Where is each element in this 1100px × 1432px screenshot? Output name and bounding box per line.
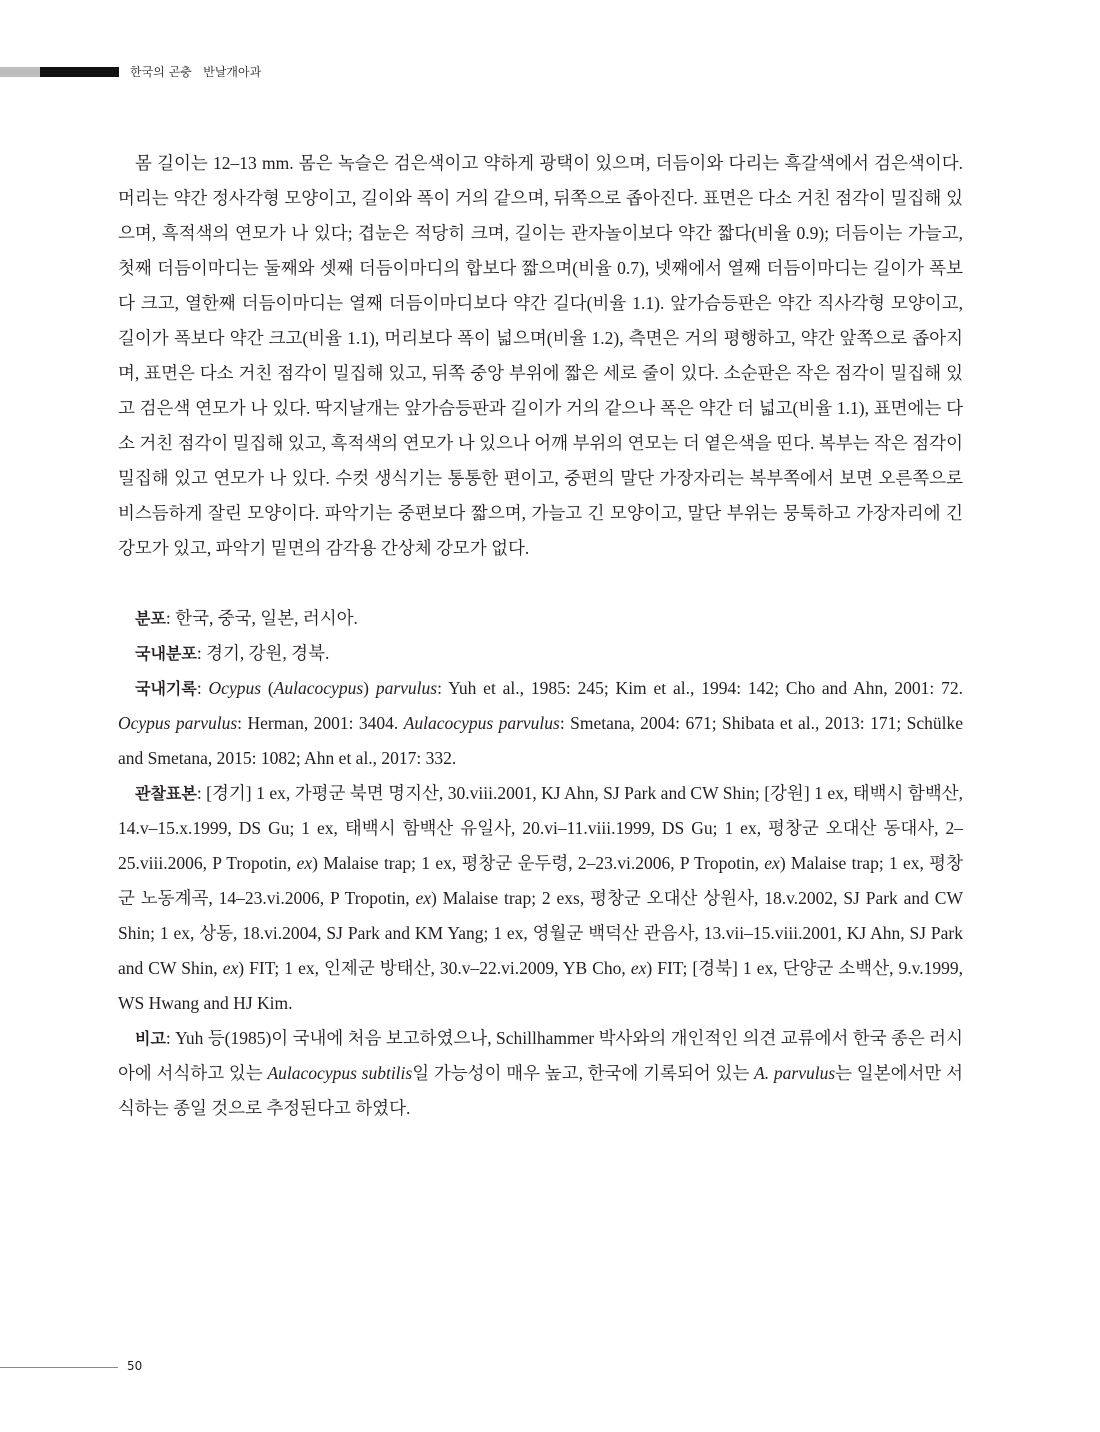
- remarks-paragraph: [118, 1021, 963, 1126]
- ex-italic: ex: [630, 958, 647, 978]
- specimens-text: ) FIT; [경북] 1 ex, 단양군 소백산, 9.v.1999, WS Hwang and HJ Kim.: [118, 958, 963, 1013]
- records-text: : Herman, 2001: 3404.: [237, 713, 404, 733]
- ex-italic: ex: [415, 888, 432, 908]
- domestic-records-paragraph: [118, 671, 963, 776]
- distribution-label: 분포: [135, 609, 166, 628]
- remarks-text: 일 가능성이 매우 높고, 한국에 기록되어 있는: [412, 1063, 755, 1083]
- distribution-text: : 한국, 중국, 일본, 러시아.: [165, 608, 358, 628]
- remarks-text: 는 일본에서만 서식하는 종일 것으로 추정된다고 하였다.: [118, 1063, 963, 1118]
- taxon-name: Aulacocypus subtilis: [267, 1063, 413, 1083]
- description-paragraph: 몸 길이는 12–13 mm. 몸은 녹슬은 검은색이고 약하게 광택이 있으며, 더듬이와 다리는 흑갈색에서 검은색이다. 머리는 약간 정사각형 모양이고, 길이와 폭이 거의 같으며, 뒤쪽으로 좁아진다. 표면은 다소 거친 점각이 밀집해 있으며, 흑적색의 연모가 나 있다; 겹눈은 적당히 크며, 길이는 관자놀이보다 약간 짧다(비율 0.9); 더듬이는 가늘고, 첫째 더듬이마디는 둘째와 셋째 더듬이마디의 합보다 짧으며(비율 0.7), 넷째에서 열째 더듬이마디는 길이가 폭보다 크고, 열한째 더듬이마디는 열째 더듬이마디보다 약간 길다(비율 1.1). 앞가슴등판은 약간 직사각형 모양이고, 길이가 폭보다 약간 크고(비율 1.1), 머리보다 폭이 넓으며(비율 1.2), 측면은 거의 평행하고, 약간 앞쪽으로 좁아지며, 표면은 다소 거친 점각이 밀집해 있고, 뒤쪽 중앙 부위에 짧은 세로 줄이 있다. 소순판은 작은 점각이 밀집해 있고 검은색 연모가 나 있다. 딱지날개는 앞가슴등판과 길이가 거의 같으나 폭은 약간 더 넓고(비율 1.1), 표면에는 다소 거친 점각이 밀집해 있고, 흑적색의 연모가 나 있으나 어깨 부위의 연모는 더 옅은색을 띤다. 복부는 작은 점각이 밀집해 있고 연모가 나 있다. 수컷 생식기는 통통한 편이고, 중편의 말단 가장자리는 복부쪽에서 보면 오른쪽으로 비스듬하게 잘린 모양이다. 파악기는 중편보다 짧으며, 가늘고 긴 모양이고, 말단 부위는 뭉툭하고 가장자리에 긴 강모가 있고, 파악기 밑면의 감각용 간상체 강모가 없다.: [118, 153, 963, 558]
- specimens-text: ) FIT; 1 ex, 인제군 방태산, 30.v–22.vi.2009, YB Cho,: [238, 958, 631, 978]
- distribution-paragraph: [118, 601, 963, 636]
- domestic-distribution-text: : 경기, 강원, 경북.: [196, 643, 330, 663]
- running-header: [130, 63, 261, 81]
- page-number: 50: [127, 1359, 143, 1373]
- header-bar-gray: [0, 67, 40, 77]
- main-text: [118, 146, 963, 1126]
- domestic-distribution-label: 국내분포: [135, 644, 197, 663]
- taxon-name: Aulacocypus: [273, 678, 364, 698]
- domestic-records-label: 국내기록: [135, 679, 197, 698]
- section-title: 반날개아과: [203, 65, 262, 79]
- remarks-text: : Yuh 등(1985)이 국내에 처음 보고하였으나, Schillhammer 박사와의 개인적인 의견 교류에서 한국 종은 러시아에 서식하고 있는: [118, 1028, 963, 1083]
- taxon-name: A. parvulus: [754, 1063, 836, 1083]
- domestic-distribution-paragraph: [118, 636, 963, 671]
- taxon-name: Ocypus parvulus: [118, 713, 238, 733]
- records-text: : Smetana, 2004: 671; Shibata et al., 2013: 171; Schülke and Smetana, 2015: 1082; Ahn et al., 2017: 332.: [118, 713, 964, 768]
- specimens-text: ) Malaise trap; 2 exs, 평창군 오대산 상원사, 18.v.2002, SJ Park and CW Shin; 1 ex, 상동, 18.vi.2004, SJ Park and KM Yang; 1 ex, 영월군 백덕산 관음사, 13.vii–15.viii.2001, KJ Ahn, SJ Park and CW Shin,: [118, 888, 963, 978]
- taxon-name: Aulacocypus parvulus: [403, 713, 560, 733]
- book-title: 한국의 곤충: [130, 65, 192, 79]
- ex-italic: ex: [764, 853, 780, 873]
- specimens-paragraph: [118, 776, 963, 1021]
- footer-rule: [0, 1367, 118, 1368]
- header-bar-black: [40, 67, 119, 77]
- specimens-text: ) Malaise trap; 1 ex, 평창군 운두령, 2–23.vi.2006, P Tropotin,: [312, 853, 765, 873]
- records-paren-open: (: [261, 678, 274, 698]
- records-separator: :: [196, 678, 209, 698]
- remarks-label: 비고: [135, 1029, 166, 1048]
- specimens-label: 관찰표본: [135, 784, 197, 803]
- records-text: : Yuh et al., 1985: 245; Kim et al., 1994: 142; Cho and Ahn, 2001: 72.: [437, 678, 964, 698]
- records-paren-close: ): [363, 678, 376, 698]
- ex-italic: ex: [296, 853, 313, 873]
- specimens-text: ) Malaise trap; 1 ex, 평창군 노동계곡, 14–23.vi.2006, P Tropotin,: [118, 853, 963, 908]
- ex-italic: ex: [222, 958, 239, 978]
- specimens-text: : [경기] 1 ex, 가평군 북면 명지산, 30.viii.2001, KJ Ahn, SJ Park and CW Shin; [강원] 1 ex, 태백시 함백산, 14.v–15.x.1999, DS Gu; 1 ex, 태백시 함백산 유일사, 20.vi–11.viii.1999, DS Gu; 1 ex, 평창군 오대산 동대사, 2–25.viii.2006, P Tropotin,: [118, 783, 963, 873]
- paragraph-gap: [118, 566, 963, 601]
- taxon-name: Ocypus: [208, 678, 262, 698]
- taxon-name: parvulus: [375, 678, 438, 698]
